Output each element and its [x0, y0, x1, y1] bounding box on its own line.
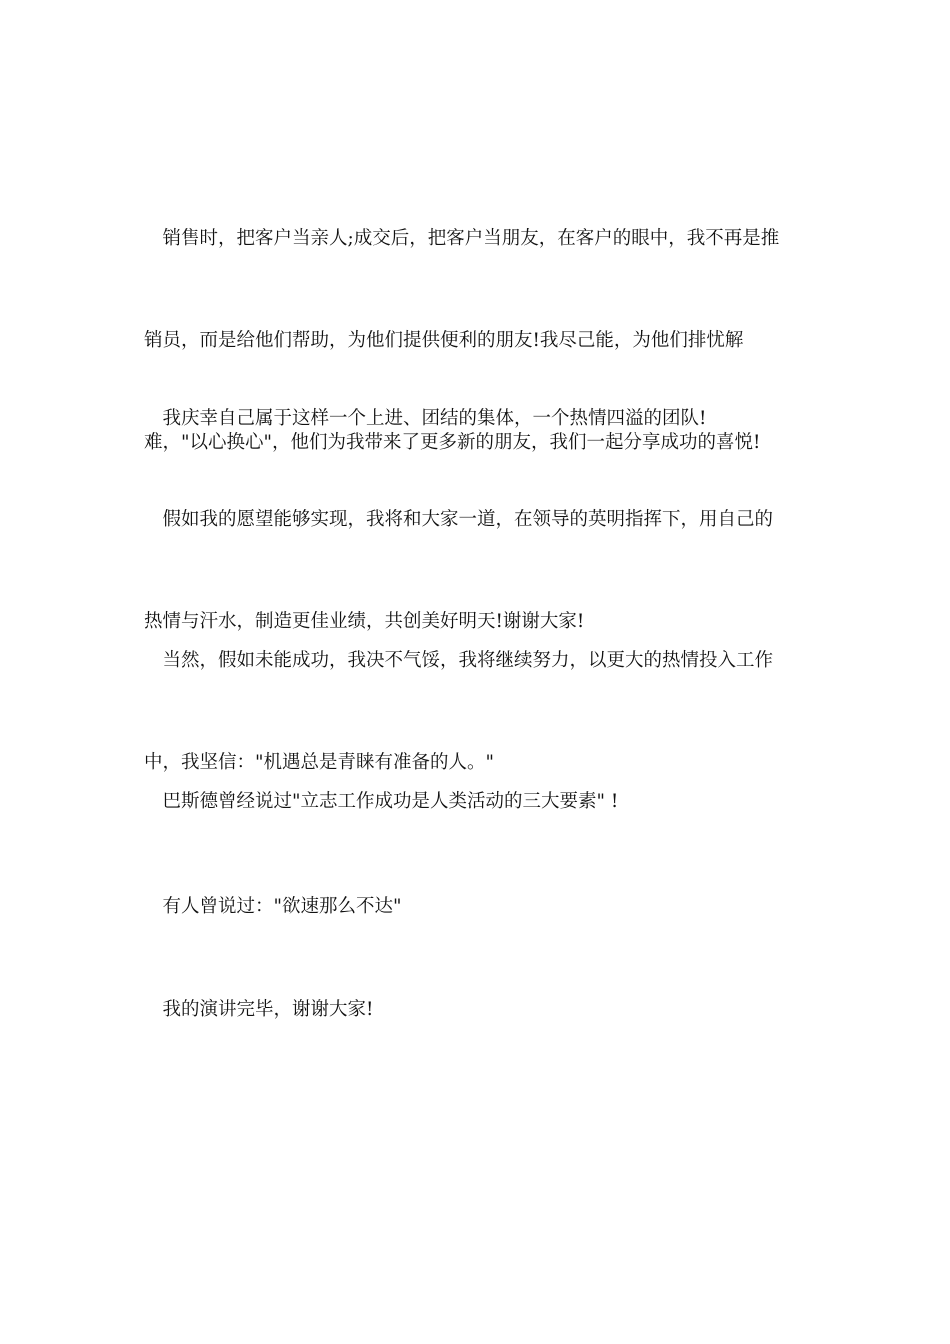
paragraph-line: 我庆幸自己属于这样一个上进、团结的集体，一个热情四溢的团队!	[144, 408, 707, 429]
paragraph-line: 热情与汗水，制造更佳业绩，共创美好明天!谢谢大家!	[144, 611, 585, 632]
paragraph-line: 难，"以心换心"，他们为我带来了更多新的朋友，我们一起分享成功的喜悦!	[144, 432, 761, 453]
paragraph-line: 假如我的愿望能够实现，我将和大家一道，在领导的英明指挥下，用自己的	[144, 509, 774, 530]
paragraph-line: 有人曾说过："欲速那么不达"	[144, 896, 402, 917]
paragraph-line: 巴斯德曾经说过"立志工作成功是人类活动的三大要素" !	[144, 791, 619, 812]
paragraph-line: 中，我坚信："机遇总是青睐有准备的人。"	[144, 752, 495, 773]
paragraph-line: 当然，假如未能成功，我决不气馁，我将继续努力，以更大的热情投入工作	[144, 650, 774, 671]
paragraph-line: 我的演讲完毕，谢谢大家!	[144, 999, 374, 1020]
paragraph-line: 销员，而是给他们帮助，为他们提供便利的朋友!我尽己能，为他们排忧解	[144, 330, 744, 351]
paragraph-line: 销售时，把客户当亲人;成交后，把客户当朋友，在客户的眼中，我不再是推	[144, 228, 780, 249]
paragraph-closing	[144, 925, 808, 1095]
